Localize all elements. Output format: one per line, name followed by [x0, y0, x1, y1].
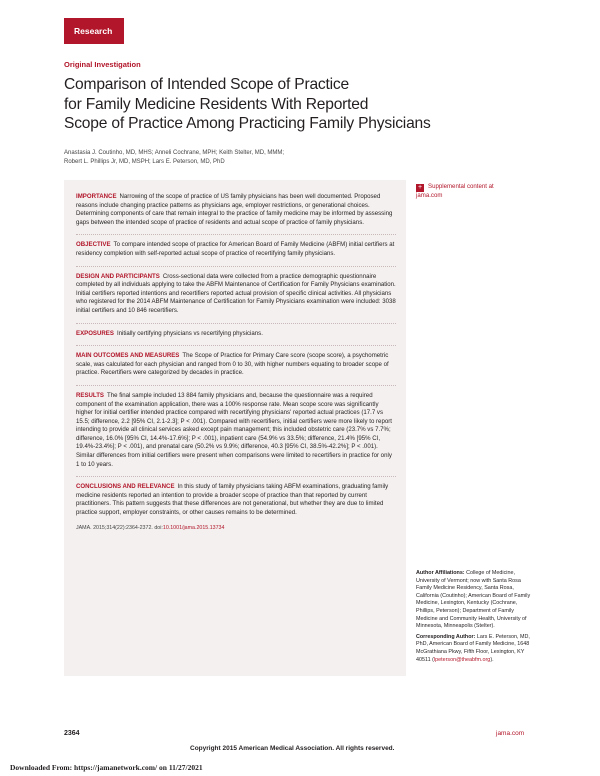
- divider: [76, 385, 396, 386]
- abstract-exposures: [76, 323, 396, 339]
- supplemental-label[interactable]: Supplemental content at: [428, 183, 494, 190]
- corr-email-link[interactable]: lpeterson@theabfm.org: [433, 656, 491, 663]
- abstract-outcomes: [76, 345, 396, 378]
- section-heading: EXPOSURES: [76, 329, 114, 337]
- affiliations: [416, 570, 534, 667]
- section-tab: Research: [64, 18, 124, 44]
- corr-heading: Corresponding Author:: [416, 633, 476, 640]
- section-heading: MAIN OUTCOMES AND MEASURES: [76, 352, 180, 360]
- section-heading: IMPORTANCE: [76, 193, 117, 200]
- abstract-box: [64, 180, 406, 676]
- plus-icon: +: [417, 184, 423, 191]
- abstract-conclusions: [76, 476, 396, 517]
- article-title: [64, 75, 484, 134]
- section-text: The Scope of Practice for Primary Care score (scope score), a psychometric scale, was calculated for each physician and ranged from 0 to 30, with higher numbers equating to broader scope of practice. Recertifiers were categorized by decades in practice.: [76, 352, 389, 377]
- abstract-importance: [76, 193, 396, 227]
- section-heading: CONCLUSIONS AND RELEVANCE: [76, 483, 175, 491]
- title-line: Comparison of Intended Scope of Practice: [64, 76, 349, 93]
- download-stamp: Downloaded From: https://jamanetwork.com/ on 11/27/2021: [10, 763, 203, 772]
- section-text: The final sample included 13 884 family physicians and, because the questionnaire was a required component of the examination application, there was a 100% response rate. Mean scope score was significantly higher for initial certifier intended practice compared with recertifying physicians' reported actual practices (17.7 vs 15.5; difference, 2.2 [95% CI, 2.1-2.3]; P < .001). Compared with recertifiers, initial certifiers were more likely to report intending to provide all clinical services asked except pain management; this included obstetric care (23.7% vs 7.7%; difference, 16.0% [95% CI, 14.4%-17.6%]; P < .001), inpatient care (54.9% vs 33.5%; difference, 21.4% [95% CI, 19.4%-23.4%]; P < .001), and prenatal care (50.2% vs 9.9%; difference, 40.3 [95% CI, 38.5%-42.2%]; P < .001). Similar differences from initial certifiers were present when comparisons were limited to recertifiers in practice for only 1 to 10 years.: [76, 391, 392, 468]
- author-line: Anastasia J. Coutinho, MD, MHS; Anneli Cochrane, MPH; Keith Stelter, MD, MMM;: [64, 150, 285, 156]
- supplemental-site[interactable]: jama.com: [416, 192, 443, 199]
- author-list: [64, 149, 364, 166]
- page-number: 2364: [64, 730, 80, 737]
- corr-end: ).: [490, 656, 494, 663]
- divider: [76, 323, 396, 324]
- affil-text: College of Medicine, University of Vermont; now with Santa Rosa Family Medicine Residency, Santa Rosa, California (Coutinho); American Board of Family Medicine, Lexington, Kentucky (Cochrane, Phillips, Peterson); Department of Family Medicine and Community Health, University of Minnesota, Minneapolis (Stelter).: [416, 570, 531, 630]
- section-heading: RESULTS: [76, 391, 104, 399]
- divider: [76, 345, 396, 346]
- section-heading: DESIGN AND PARTICIPANTS: [76, 272, 160, 280]
- supplemental-content[interactable]: [416, 183, 526, 201]
- affil-heading: Author Affiliations:: [416, 570, 465, 576]
- section-text: Initially certifying physicians vs recertifying physicians.: [116, 329, 263, 337]
- footer-site-link[interactable]: jama.com: [496, 730, 525, 737]
- abstract-design: [76, 266, 396, 316]
- divider: [76, 266, 396, 267]
- title-line: for Family Medicine Residents With Reported: [64, 95, 369, 113]
- abstract-objective: [76, 234, 396, 258]
- corr-text: Lars E. Peterson, MD, PhD, American Board of Family Medicine, 1648 McGrathiana Pkwy, Fifth Floor, Lexington, KY 40511 (: [416, 633, 530, 663]
- divider: [76, 234, 396, 235]
- abstract-results: [76, 385, 396, 469]
- section-heading: OBJECTIVE: [76, 241, 111, 249]
- section-text: Cross-sectional data were collected from a practice demographic questionnaire completed by all individuals applying to take the ABFM Maintenance of Certification for Family Physicians examination. Initial certifiers reported intentions and recertifiers reported actual provision of specific clinical activities. All physicians who registered for the 2014 ABFM Maintenance of Certification for Family Physicians examination were included: 3038 initial certifiers and 10 846 recertifiers.: [76, 272, 396, 314]
- article-type: Original Investigation: [64, 60, 141, 69]
- corresponding-author: [416, 634, 534, 664]
- copyright-notice: Copyright 2015 American Medical Association. All rights reserved.: [190, 745, 395, 752]
- section-text: Narrowing of the scope of practice of US family physicians has been well documented. Proposed reasons include changing practice patterns as physicians age, employer restrictions, or generational choices. Determining components of care that remain integral to the practice of family medicine may be informed by assessing gaps between the intended scope of practice of residents and actual scope of practice of family physicians.: [76, 193, 393, 226]
- section-text: In this study of family physicians taking ABFM examinations, graduating family medicine residents reported an intention to provide a broader scope of practice than that reported by current practitioners. This pattern suggests that these differences are not generational, but whether they are due to limited practice support, employer constraints, or other causes remains to be determined.: [76, 483, 389, 517]
- doi-link[interactable]: 10.1001/jama.2015.13734: [162, 524, 225, 531]
- author-line: Robert L. Phillips Jr, MD, MSPH; Lars E. Peterson, MD, PhD: [64, 158, 225, 165]
- title-line: Scope of Practice Among Practicing Family Physicians: [64, 115, 431, 132]
- citation-text: JAMA. 2015;314(22):2364-2372. doi:: [76, 524, 163, 531]
- section-text: To compare intended scope of practice for American Board of Family Medicine (ABFM) initial certifiers at residency completion with self-reported actual scope of practice of recertifying family physicians.: [76, 241, 395, 257]
- citation: [76, 525, 396, 531]
- divider: [76, 476, 396, 477]
- author-affiliations: [416, 570, 534, 631]
